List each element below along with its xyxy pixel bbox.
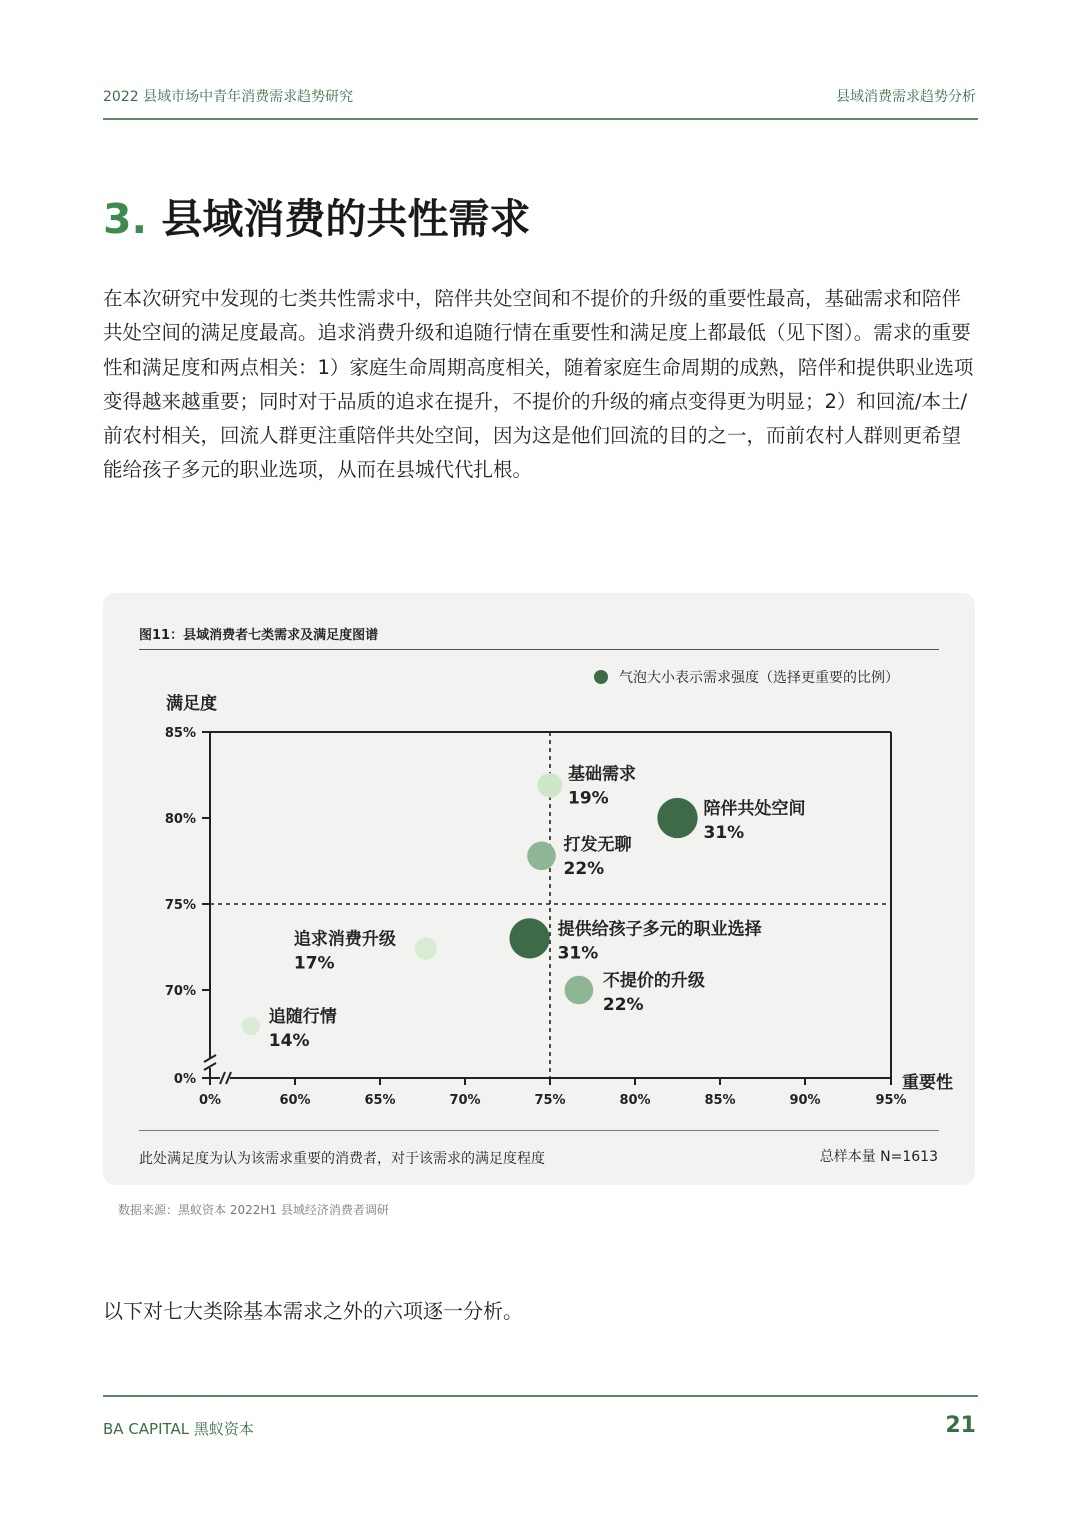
figure-caption: 图11：县域消费者七类需求及满足度图谱 bbox=[139, 628, 379, 643]
bubble-point bbox=[415, 938, 437, 960]
x-tick-label: 60% bbox=[279, 1093, 311, 1108]
bubble-point bbox=[527, 842, 556, 871]
legend-text: 气泡大小表示需求强度（选择更重要的比例） bbox=[619, 670, 899, 686]
section-number: 3. bbox=[103, 195, 148, 243]
x-tick-label: 75% bbox=[534, 1093, 566, 1108]
bubble-value-label: 31% bbox=[703, 823, 745, 843]
bubble-point bbox=[538, 773, 563, 798]
y-tick-label: 75% bbox=[164, 898, 196, 913]
y-tick-label: 80% bbox=[164, 812, 196, 827]
page-number: 21 bbox=[945, 1413, 976, 1438]
x-tick-label: 85% bbox=[704, 1093, 736, 1108]
header-report-title: 2022 县域市场中青年消费需求趋势研究 bbox=[103, 89, 354, 105]
bubble-point bbox=[509, 918, 549, 958]
bubble-label: 提供给孩子多元的职业选择 bbox=[557, 919, 762, 940]
y-tick-label: 85% bbox=[164, 726, 196, 741]
bubble-value-label: 14% bbox=[268, 1031, 310, 1052]
bubble-value-label: 22% bbox=[602, 995, 644, 1015]
bubble-value-label: 22% bbox=[563, 858, 605, 879]
bubble-label: 追求消费升级 bbox=[293, 929, 396, 950]
y-tick-label: 70% bbox=[164, 984, 196, 999]
bubble-value-label: 17% bbox=[293, 953, 335, 974]
bubble-label: 追随行情 bbox=[268, 1007, 337, 1028]
figure-note: 此处满足度为认为该需求重要的消费者，对于该需求的满足度程度 bbox=[139, 1151, 545, 1167]
bubble-label: 基础需求 bbox=[568, 764, 636, 785]
bubble-label: 不提价的升级 bbox=[602, 971, 705, 991]
figure-bottom-divider bbox=[139, 1130, 939, 1131]
header-section-title: 县域消费需求趋势分析 bbox=[836, 89, 976, 105]
x-axis-title: 重要性 bbox=[902, 1073, 953, 1093]
x-tick-label: 0% bbox=[198, 1093, 222, 1108]
bubble-value-label: 19% bbox=[568, 788, 609, 809]
intro-paragraph: 在本次研究中发现的七类共性需求中，陪伴共处空间和不提价的升级的重要性最高，基础需求和陪伴共处空间的满足度最高。追求消费升级和追随行情在重要性和满足度上都最低（见下图）。需求的重要性和满足度和两点相关：1）家庭生命周期高度相关，随着家庭生命周期的成熟，陪伴和提供职业选项变得越来越重要；同时对于品质的追求在提升，不提价的升级的痛点变得更为明显；2）和回流/本土/前农村相关，回流人群更注重陪伴共处空间，因为这是他们回流的目的之一，而前农村人群则更希望能给孩子多元的职业选项，从而在县城代代扎根。 bbox=[103, 287, 974, 482]
x-tick-label: 95% bbox=[875, 1093, 907, 1108]
bubble-label: 陪伴共处空间 bbox=[703, 799, 806, 819]
y-axis-title: 满足度 bbox=[166, 694, 217, 714]
x-tick-label: 65% bbox=[364, 1093, 396, 1108]
bubble-point bbox=[657, 798, 697, 838]
footer-brand: BA CAPITAL 黑蚁资本 bbox=[103, 1420, 254, 1438]
bubble-point bbox=[242, 1017, 260, 1035]
figure-sample-size: 总样本量 N=1613 bbox=[819, 1149, 938, 1165]
footer-divider bbox=[103, 1395, 978, 1397]
x-tick-label: 90% bbox=[789, 1093, 821, 1108]
bubble-value-label: 31% bbox=[557, 943, 599, 964]
data-source: 数据来源：黑蚁资本 2022H1 县域经济消费者调研 bbox=[118, 1203, 389, 1217]
bubble-label: 打发无聊 bbox=[563, 834, 632, 855]
y-tick-label: 0% bbox=[173, 1072, 196, 1087]
closing-text: 以下对七大类除基本需求之外的六项逐一分析。 bbox=[103, 1299, 523, 1323]
x-tick-label: 80% bbox=[619, 1093, 651, 1108]
x-tick-label: 70% bbox=[449, 1093, 481, 1108]
section-title-text: 县域消费的共性需求 bbox=[161, 195, 531, 243]
bubble-point bbox=[565, 976, 594, 1005]
x-axis-break-mark bbox=[220, 1072, 225, 1084]
